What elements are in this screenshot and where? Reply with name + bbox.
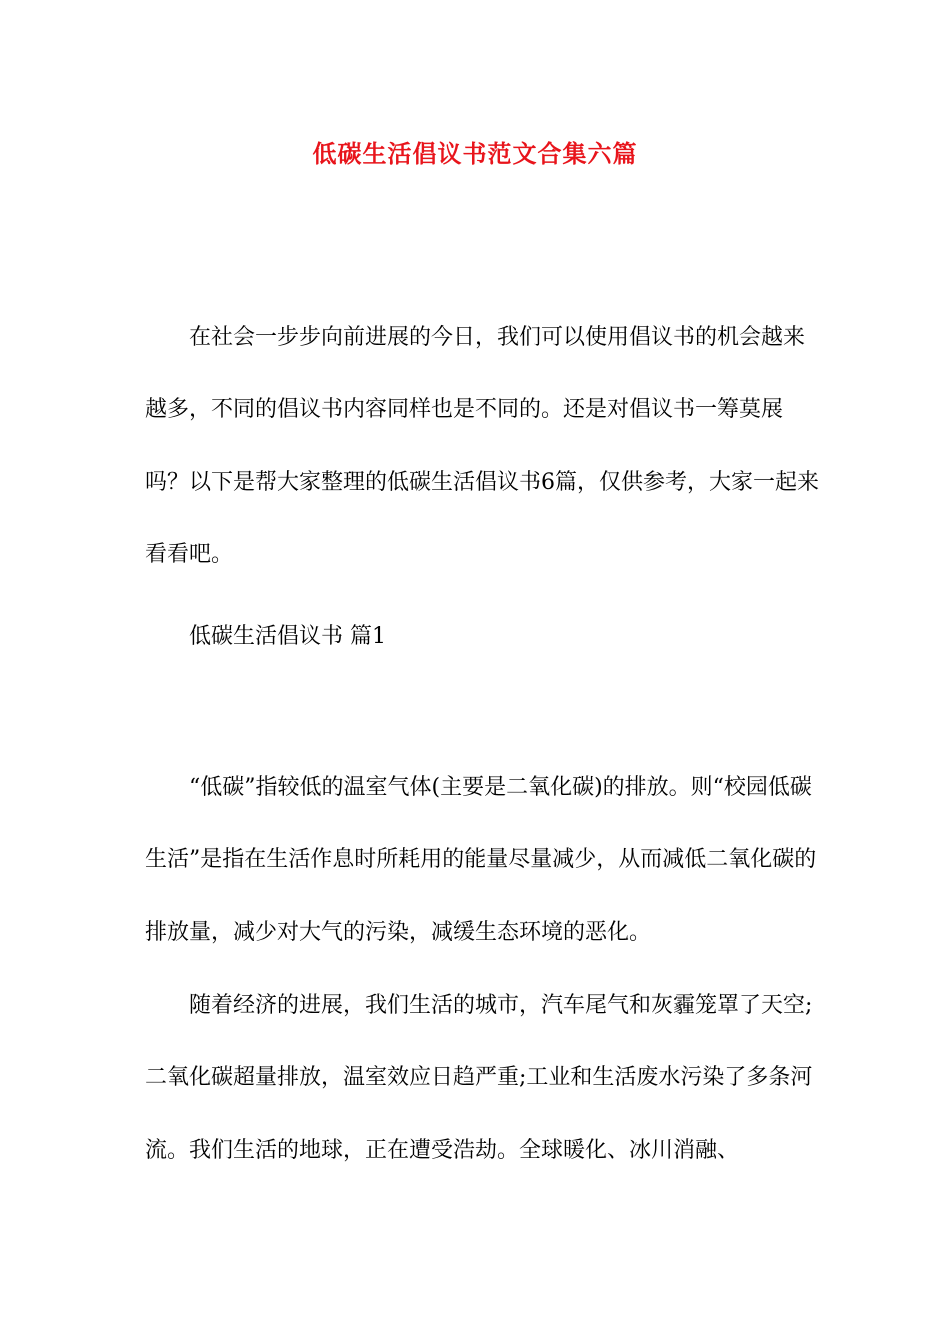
- document-title: 低碳生活倡议书范文合集六篇: [312, 139, 638, 168]
- section-paragraph-2: 随着经济的进展，我们生活的城市，汽车尾气和灰霾笼罩了天空;二氧化碳超量排放，温室效应日趋严重;工业和生活废水污染了多条河流。我们生活的地球，正在遭受浩劫。全球暖化、冰川消融、: [145, 993, 813, 1163]
- section-heading: 低碳生活倡议书 篇1: [189, 624, 386, 649]
- section-paragraph-1: “低碳”指较低的温室气体(主要是二氧化碳)的排放。则“校园低碳生活”是指在生活作息时所耗用的能量尽量减少，从而减低二氧化碳的排放量，减少对大气的污染，减缓生态环境的恶化。: [145, 775, 817, 945]
- intro-paragraph: 在社会一步步向前进展的今日，我们可以使用倡议书的机会越来越多，不同的倡议书内容同样也是不同的。还是对倡议书一筹莫展吗？以下是帮大家整理的低碳生活倡议书6篇，仅供参考，大家一起来看看吧。: [145, 325, 819, 568]
